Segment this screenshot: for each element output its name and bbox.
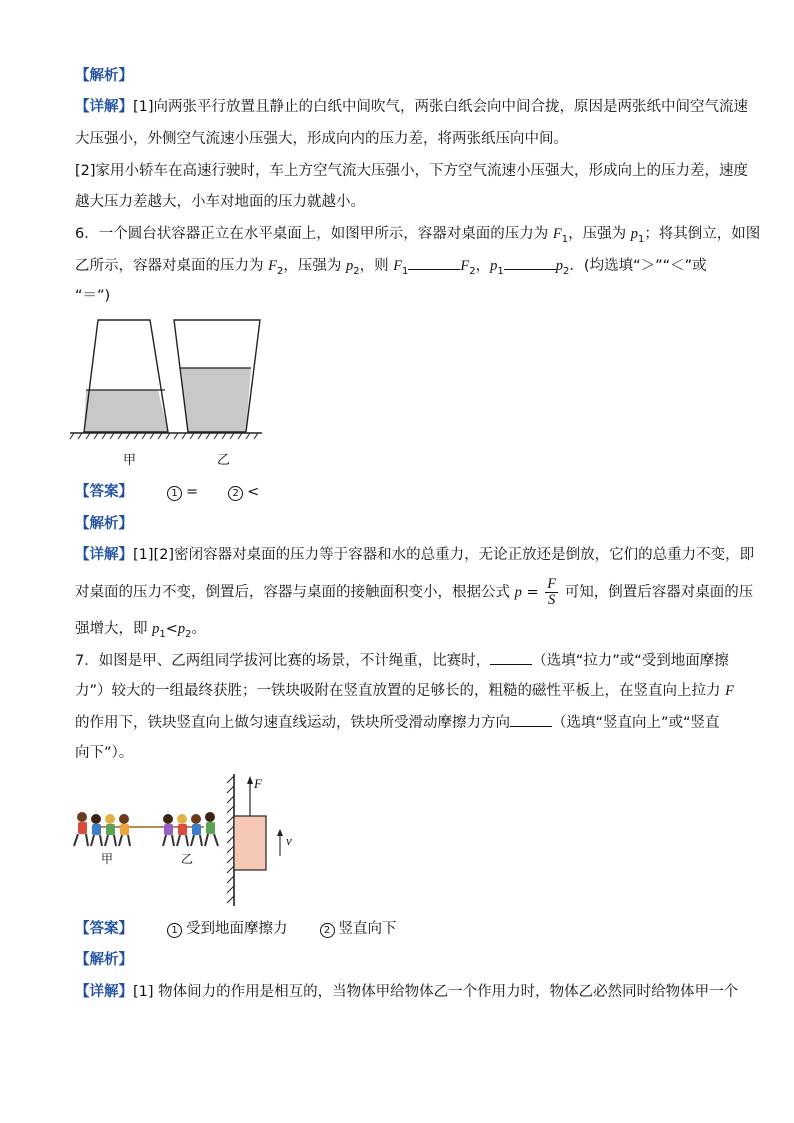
q7-line2: 力”）较大的一组最终获胜；一铁块吸附在竖直放置的足够长的，粗糙的磁性平板上，在竖直向上拉力 F (75, 683, 734, 699)
tug-of-war-figure (72, 810, 222, 856)
answer-blank (490, 650, 532, 665)
figure-label-jia: 甲 (123, 453, 137, 468)
q7-analysis-tag: 【解析】 (75, 952, 133, 968)
table-hatching (70, 433, 258, 439)
team-label-yi: 乙 (181, 852, 194, 866)
figure-label-yi: 乙 (217, 453, 231, 468)
q6-analysis-tag: 【解析】 (75, 516, 133, 532)
q7-line4: 向下”）。 (75, 745, 134, 761)
q6-answer: 【答案】 1 = 2 < (75, 484, 260, 500)
q7-answer: 【答案】 1 受到地面摩擦力 2 竖直向下 (75, 921, 397, 937)
q6-line2: 乙所示，容器对桌面的压力为 $F_2$，压强为 $p_2$，则 $F_1$ $F_2$，$p_1$ $p_2$．(均选填“＞”“＜”或 (75, 255, 707, 282)
q7-line3: 的作用下，铁块竖直向上做匀速直线运动，铁块所受滑动摩擦力方向 （选填“竖直向上”或“竖直 (75, 712, 720, 733)
force-label: F (254, 776, 262, 791)
team-label-jia: 甲 (101, 852, 114, 866)
magnetic-board-figure (224, 770, 304, 910)
q6-detail-3: 强增大，即 $p_1<p_2$。 (75, 621, 207, 640)
q6-line1: 6．一个圆台状容器正立在水平桌面上，如图甲所示，容器对桌面的压力为 $F_1$，压强为 $p_1$；将其倒立，如图 (75, 226, 761, 245)
container-inverted-water (180, 368, 251, 432)
velocity-label: v (286, 833, 292, 848)
iron-block (234, 816, 266, 870)
detail-para-2: [2]家用小轿车在高速行驶时，车上方空气流大压强小，下方空气流速小压强大，形成向上的压力差，速度 (75, 163, 749, 179)
team-jia (74, 812, 130, 846)
answer-blank (408, 255, 460, 270)
formula-fraction: $\frac{F}{S}$ (547, 576, 557, 608)
q6-line3: “＝”) (75, 288, 111, 304)
q7-line1: 7．如图是甲、乙两组同学拔河比赛的场景，不计绳重，比赛时， （选填“拉力”或“受到地面摩擦 (75, 650, 729, 671)
analysis-tag: 【解析】 (75, 68, 133, 84)
answer-blank (510, 712, 552, 727)
container-upright-water (84, 390, 168, 432)
detail-para-2b: 越大压力差越大，小车对地面的压力就越小。 (75, 194, 365, 210)
q6-containers-figure (70, 318, 270, 440)
answer-blank (504, 255, 556, 270)
detail-para-1: 【详解】[1]向两张平行放置且静止的白纸中间吹气，两张白纸会向中间合拢，原因是两张纸中间空气流速 (75, 99, 749, 115)
board-hatching (227, 776, 234, 903)
q6-detail-2: 对桌面的压力不变，倒置后，容器与桌面的接触面积变小，根据公式 p = $\frac{F}{S}$ 可知，倒置后容器对桌面的压 (75, 576, 754, 608)
q7-detail-1: 【详解】[1] 物体间力的作用是相互的，当物体甲给物体乙一个作用力时，物体乙必然同时给物体甲一个 (75, 984, 739, 1000)
q6-detail-1: 【详解】[1][2]密闭容器对桌面的压力等于容器和水的总重力，无论正放还是倒放，它们的总重力不变，即 (75, 547, 755, 563)
team-yi (163, 812, 218, 846)
detail-para-1b: 大压强小，外侧空气流速小压强大，形成向内的压力差，将两张纸压向中间。 (75, 131, 568, 147)
